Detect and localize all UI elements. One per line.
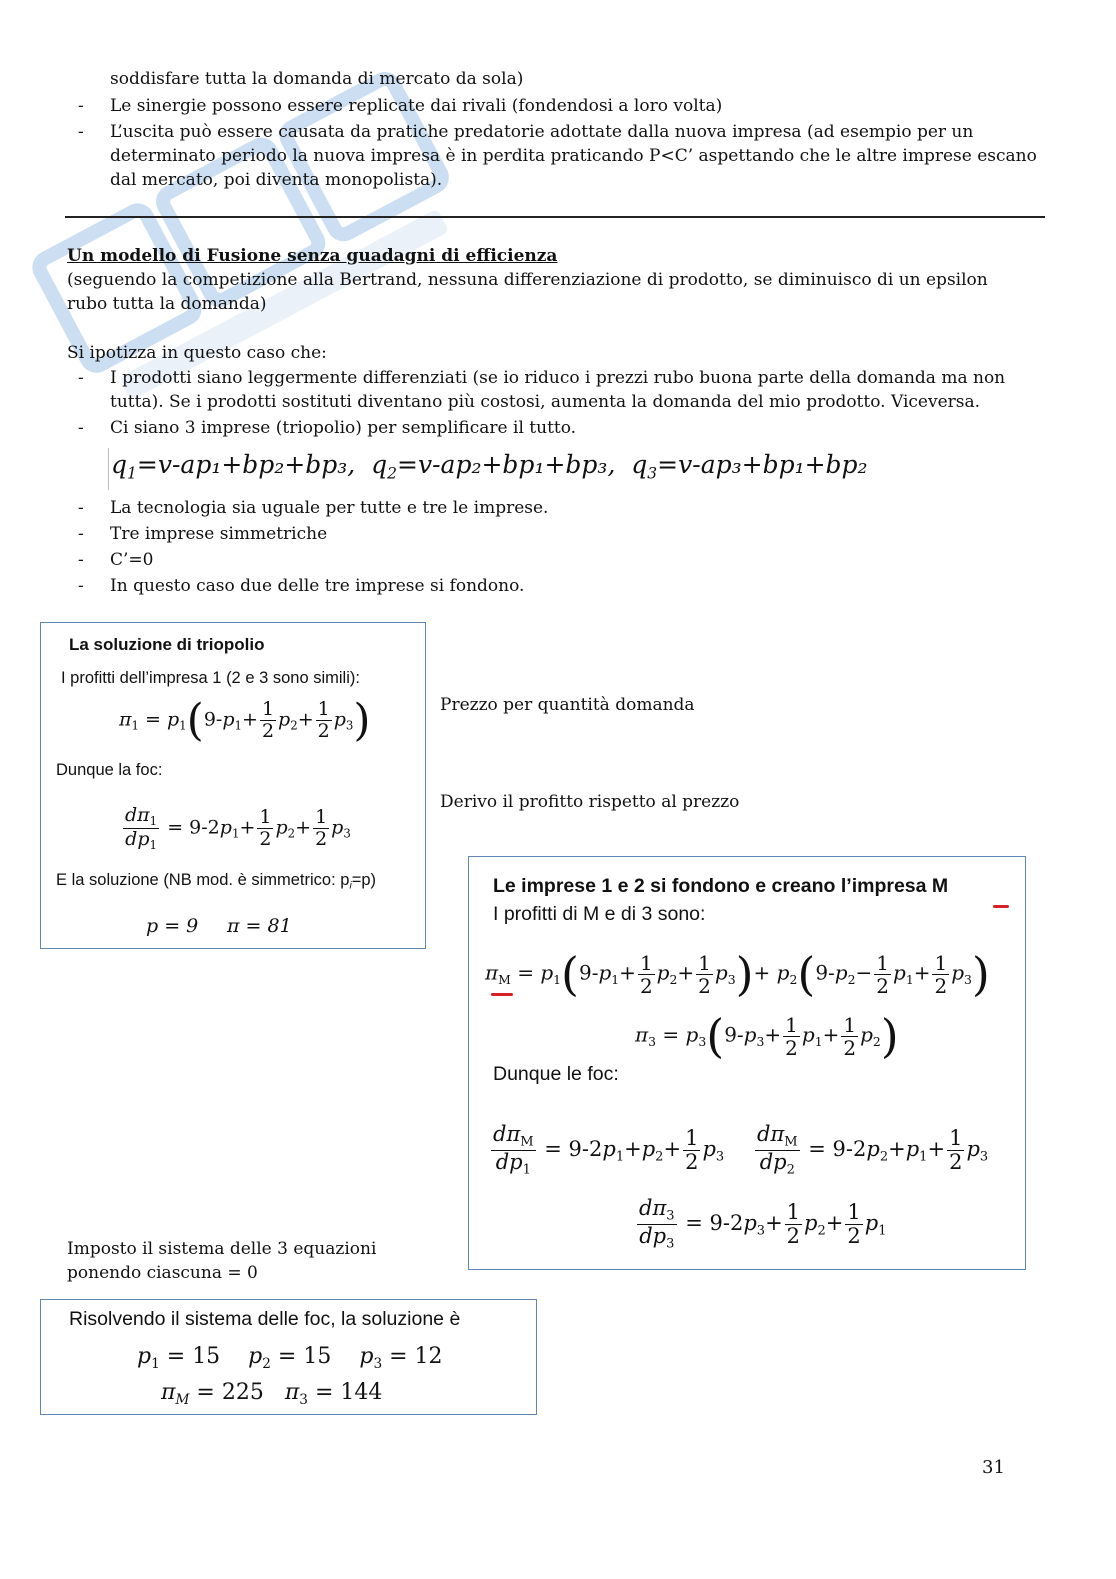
note-system-equations: Imposto il sistema delle 3 equazioni: [67, 1239, 377, 1259]
merger-profit-equation: $\pi_M = p_1(9-p_1+$ $\frac{1}{2}$ $p_2+$ $\frac{1}{2}$ $p_3)+ p_2(9-p_2-$ $\frac{1}{2}$ $p_1+$ $\frac{1}{2}$ $p_3$): [485, 947, 990, 1001]
bullet-mark: -: [78, 550, 84, 570]
merger-foc-p2: $\frac{d\pi_M}{dp_2}$ = $9-2p_2+p_1+$ $\frac{1}{2}$ $p_3$: [757, 1122, 989, 1178]
merger-profits-label: I profitti di M e di 3 sono:: [493, 903, 706, 925]
top-item-2-cont: determinato periodo la nuova impresa è in perdita praticando P<C’ aspettando che le altre imprese escano: [110, 146, 1037, 166]
list-continuation: soddisfare tutta la domanda di mercato da sola): [110, 69, 524, 89]
assumption-4: Tre imprese simmetriche: [110, 524, 328, 544]
red-underline-mark: [491, 993, 513, 996]
assumption-5: C’=0: [110, 550, 154, 570]
merger-title: Le imprese 1 e 2 si fondono e creano l’impresa M: [493, 875, 949, 897]
top-item-1: Le sinergie possono essere replicate dai rivali (fondendosi a loro volta): [110, 96, 723, 116]
assumption-1-cont: tutta). Se i prodotti sostituti diventano più costosi, aumenta la domanda del mio prodotto. Viceversa.: [110, 392, 981, 412]
bullet-mark: -: [78, 418, 84, 438]
note-system-equations-cont: ponendo ciascuna = 0: [67, 1263, 258, 1283]
solution-p3: 12: [414, 1344, 443, 1369]
red-underline-mark: [993, 905, 1009, 908]
firm3-profit-equation: $\pi_3 = p_3(9-p_3+$ $\frac{1}{2}$ $p_1+$ $\frac{1}{2}$ $p_2$): [635, 1009, 899, 1063]
merger-foc-label: Dunque le foc:: [493, 1063, 619, 1085]
triopoly-solution-label: E la soluzione (NB mod. è simmetrico: $p_i=p$): [56, 871, 377, 892]
triopoly-solution-tail: =p): [351, 871, 377, 889]
merger-foc-p3: $\frac{d\pi_3}{dp_3}$ = $9-2p_3+$ $\frac{1}{2}$ $p_2+$ $\frac{1}{2}$ $p_1$: [639, 1196, 887, 1252]
triopoly-profits-label: I profitti dell’impresa 1 (2 e 3 sono simili):: [61, 669, 360, 687]
merger-foc-p1: $\frac{d\pi_M}{dp_1}$ = $9-2p_1+p_2+$ $\frac{1}{2}$ $p_3$: [493, 1122, 725, 1178]
triopoly-profit-value: π = 81: [227, 915, 292, 937]
triopoly-title: La soluzione di triopolio: [69, 635, 265, 654]
bullet-mark: -: [78, 96, 84, 116]
triopoly-profit-equation: $\pi_1 = p_1(9-p_1+$ $\frac{1}{2}$ $p_2+$ $\frac{1}{2}$ $p_3$): [119, 695, 371, 746]
demand-q3: v-ap₃+bp₁+bp₂: [678, 450, 868, 479]
solution-profits: $\pi_M = 225$ $\pi_3 = 144$: [161, 1380, 383, 1408]
demand-q2: v-ap₂+bp₁+bp₃: [417, 450, 608, 479]
section-title: Un modello di Fusione senza guadagni di efficienza: [67, 246, 558, 266]
bullet-mark: -: [78, 524, 84, 544]
assumption-3: La tecnologia sia uguale per tutte e tre le imprese.: [110, 498, 549, 518]
solution-box: [40, 1299, 537, 1415]
assumption-1: I prodotti siano leggermente differenziati (se io riduco i prezzi rubo buona parte della domanda ma non: [110, 368, 1006, 388]
solution-pi3: 144: [340, 1380, 383, 1405]
demand-equations: $q_1=v-ap_1+bp_2+bp_3$, $q_2=v-ap_2+bp_1+bp_3$, $q_3=v-ap_3+bp_1+bp_2$: [108, 448, 868, 490]
section-subtitle-cont: rubo tutta la domanda): [67, 294, 267, 314]
demand-q1: v-ap₁+bp₂+bp₃: [157, 450, 348, 479]
triopoly-foc-label: Dunque la foc:: [56, 761, 163, 779]
section-subtitle: (seguendo la competizione alla Bertrand, nessuna differenziazione di prodotto, se diminuisco di un epsilon: [67, 270, 988, 290]
bullet-mark: -: [78, 368, 84, 388]
merger-box: [468, 856, 1026, 1270]
triopoly-box: [40, 622, 426, 949]
page-number: 31: [982, 1457, 1005, 1478]
divider: [65, 216, 1045, 218]
solution-p2: 15: [303, 1344, 332, 1369]
intro-text: Si ipotizza in questo caso che:: [67, 343, 327, 363]
bullet-mark: -: [78, 498, 84, 518]
note-price-quantity: Prezzo per quantità domanda: [440, 695, 695, 715]
triopoly-price-value: p = 9: [146, 915, 199, 937]
assumption-2: Ci siano 3 imprese (triopolio) per semplificare il tutto.: [110, 418, 577, 438]
solution-p1: 15: [192, 1344, 221, 1369]
solution-title: Risolvendo il sistema delle foc, la soluzione è: [69, 1308, 461, 1330]
top-item-2-cont: dal mercato, poi diventa monopolista).: [110, 170, 443, 190]
bullet-mark: -: [78, 122, 84, 142]
solution-piM: 225: [221, 1380, 264, 1405]
bullet-mark: -: [78, 576, 84, 596]
top-item-2: L’uscita può essere causata da pratiche predatorie adottate dalla nuova impresa (ad esempio per un: [110, 122, 974, 142]
note-derive-profit: Derivo il profitto rispetto al prezzo: [440, 792, 740, 812]
triopoly-solution-text: E la soluzione (NB mod. è simmetrico: p: [56, 871, 350, 889]
triopoly-foc-equation: $\frac{d\pi_1}{dp_1}$ = $9-2p_1+$ $\frac{1}{2}$ $p_2+$ $\frac{1}{2}$ $p_3$: [125, 804, 351, 853]
solution-prices: $p_1 = 15$ $p_2 = 15$ $p_3 = 12$: [137, 1344, 443, 1372]
assumption-6: In questo caso due delle tre imprese si fondono.: [110, 576, 525, 596]
